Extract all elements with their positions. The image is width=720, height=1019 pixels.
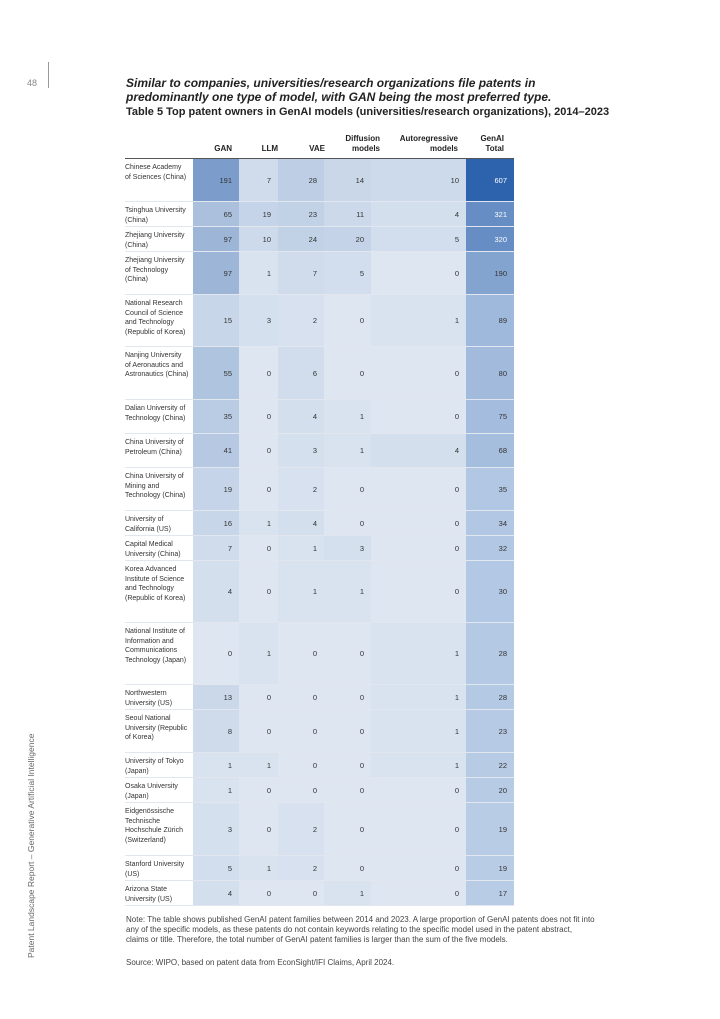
cell-gan: 5 — [193, 856, 239, 880]
cell-genai-total: 89 — [466, 295, 514, 346]
cell-vae: 0 — [278, 753, 324, 777]
institution-name: Chinese Academy of Sciences (China) — [125, 164, 187, 181]
cell-gan: 1 — [193, 753, 239, 777]
cell-vae: 2 — [278, 295, 324, 346]
cell-autoregressive: 10 — [371, 159, 466, 201]
cell-autoregressive: 1 — [371, 753, 466, 777]
cell-vae: 1 — [278, 561, 324, 622]
header-vae: VAE — [309, 144, 325, 153]
cell-vae: 23 — [278, 202, 324, 226]
cell-genai-total: 23 — [466, 710, 514, 752]
cell-autoregressive: 1 — [371, 295, 466, 346]
cell-genai-total: 34 — [466, 511, 514, 535]
cell-gan: 7 — [193, 536, 239, 560]
cell-llm: 1 — [239, 252, 278, 294]
table-row — [125, 434, 514, 468]
cell-autoregressive: 0 — [371, 803, 466, 855]
table-row — [125, 400, 514, 434]
cell-llm: 0 — [239, 434, 278, 467]
institution-name: Zhejiang University of Technology (China) — [125, 257, 185, 284]
cell-vae: 28 — [278, 159, 324, 201]
cell-autoregressive: 0 — [371, 468, 466, 510]
cell-gan: 97 — [193, 252, 239, 294]
cell-autoregressive: 0 — [371, 252, 466, 294]
cell-autoregressive: 0 — [371, 536, 466, 560]
table-row — [125, 561, 514, 623]
table-row — [125, 623, 514, 685]
table-row — [125, 347, 514, 400]
table-row — [125, 227, 514, 252]
table-row — [125, 468, 514, 511]
cell-gan: 1 — [193, 778, 239, 802]
cell-gan: 97 — [193, 227, 239, 251]
institution-name: Eidgenössische Technische Hochschule Zürich (Switzerland) — [125, 808, 183, 844]
cell-genai-total: 22 — [466, 753, 514, 777]
cell-diffusion: 20 — [324, 227, 371, 251]
cell-llm: 0 — [239, 778, 278, 802]
table-note: Note: The table shows published GenAI patent families between 2014 and 2023. A large proportion of GenAI patents does not fit into any of the specific models, as these patents do not contain keywords relating to the specific model used in the patent abstract, claims or title. Therefore, the total number of GenAI patent families is larger than the sum of the five models. — [126, 915, 595, 944]
cell-gan: 13 — [193, 685, 239, 709]
table-row — [125, 202, 514, 227]
cell-vae: 24 — [278, 227, 324, 251]
table-title: Table 5 Top patent owners in GenAI models (universities/research organizations), 2014–2023 — [126, 106, 610, 118]
institution-name: Korea Advanced Institute of Science and Technology (Republic of Korea) — [125, 566, 186, 602]
institution-name: Northwestern University (US) — [125, 690, 173, 707]
header-diffusion: Diffusion models — [345, 134, 380, 153]
cell-autoregressive: 0 — [371, 347, 466, 399]
institution-name: Stanford University (US) — [125, 861, 185, 878]
header-llm: LLM — [261, 144, 278, 153]
institution-name: China University of Petroleum (China) — [125, 439, 184, 456]
cell-gan: 3 — [193, 803, 239, 855]
cell-vae: 4 — [278, 400, 324, 433]
table-row — [125, 803, 514, 856]
table-row — [125, 295, 514, 347]
cell-llm: 3 — [239, 295, 278, 346]
cell-diffusion: 1 — [324, 400, 371, 433]
page-divider — [48, 62, 49, 88]
cell-llm: 0 — [239, 710, 278, 752]
headline: Similar to companies, universities/research organizations file patents in predominantly one type of model, with GAN being the most preferred type. — [126, 76, 552, 104]
table-row — [125, 685, 514, 710]
cell-genai-total: 20 — [466, 778, 514, 802]
institution-name: Zhejiang University (China) — [125, 232, 185, 249]
cell-gan: 191 — [193, 159, 239, 201]
cell-llm: 1 — [239, 753, 278, 777]
table-body — [125, 159, 514, 906]
header-gan: GAN — [214, 144, 232, 153]
cell-vae: 2 — [278, 468, 324, 510]
cell-llm: 1 — [239, 623, 278, 684]
cell-genai-total: 75 — [466, 400, 514, 433]
cell-diffusion: 1 — [324, 881, 371, 905]
cell-llm: 0 — [239, 468, 278, 510]
institution-name: Tsinghua University (China) — [125, 207, 186, 224]
cell-genai-total: 19 — [466, 856, 514, 880]
cell-diffusion: 0 — [324, 856, 371, 880]
cell-llm: 10 — [239, 227, 278, 251]
cell-diffusion: 0 — [324, 468, 371, 510]
table-source: Source: WIPO, based on patent data from EconSight/IFI Claims, April 2024. — [126, 958, 395, 967]
institution-name: Nanjing University of Aeronautics and Astronautics (China) — [125, 352, 189, 379]
institution-name: China University of Mining and Technology (China) — [125, 473, 186, 500]
table-row — [125, 511, 514, 536]
institution-name: University of California (US) — [125, 516, 171, 533]
cell-autoregressive: 0 — [371, 561, 466, 622]
report-side-label: Patent Landscape Report – Generative Artificial Intelligence — [26, 733, 36, 958]
cell-diffusion: 3 — [324, 536, 371, 560]
header-genai-total: GenAI Total — [480, 134, 504, 153]
cell-diffusion: 0 — [324, 685, 371, 709]
table-row — [125, 710, 514, 753]
cell-genai-total: 17 — [466, 881, 514, 905]
cell-genai-total: 35 — [466, 468, 514, 510]
cell-autoregressive: 1 — [371, 710, 466, 752]
cell-llm: 0 — [239, 803, 278, 855]
institution-name: Osaka University (Japan) — [125, 783, 178, 800]
table-row — [125, 252, 514, 295]
cell-gan: 8 — [193, 710, 239, 752]
cell-llm: 0 — [239, 347, 278, 399]
cell-gan: 16 — [193, 511, 239, 535]
cell-gan: 19 — [193, 468, 239, 510]
cell-gan: 0 — [193, 623, 239, 684]
institution-name: Arizona State University (US) — [125, 886, 173, 903]
cell-llm: 0 — [239, 881, 278, 905]
cell-diffusion: 14 — [324, 159, 371, 201]
cell-vae: 4 — [278, 511, 324, 535]
cell-vae: 3 — [278, 434, 324, 467]
cell-autoregressive: 0 — [371, 400, 466, 433]
table-row — [125, 856, 514, 881]
cell-llm: 0 — [239, 685, 278, 709]
table-row — [125, 536, 514, 561]
cell-vae: 2 — [278, 803, 324, 855]
cell-genai-total: 28 — [466, 685, 514, 709]
cell-autoregressive: 0 — [371, 856, 466, 880]
cell-diffusion: 11 — [324, 202, 371, 226]
cell-vae: 0 — [278, 623, 324, 684]
table-row — [125, 778, 514, 803]
cell-gan: 35 — [193, 400, 239, 433]
institution-name: National Institute of Information and Communications Technology (Japan) — [125, 628, 187, 664]
institution-name: Seoul National University (Republic of Korea) — [125, 715, 188, 742]
cell-autoregressive: 4 — [371, 434, 466, 467]
cell-vae: 6 — [278, 347, 324, 399]
cell-gan: 15 — [193, 295, 239, 346]
institution-name: University of Tokyo (Japan) — [125, 758, 184, 775]
cell-gan: 4 — [193, 881, 239, 905]
cell-diffusion: 0 — [324, 623, 371, 684]
cell-diffusion: 0 — [324, 753, 371, 777]
cell-autoregressive: 1 — [371, 685, 466, 709]
table-header — [125, 130, 514, 159]
cell-autoregressive: 0 — [371, 881, 466, 905]
cell-diffusion: 0 — [324, 710, 371, 752]
cell-autoregressive: 1 — [371, 623, 466, 684]
cell-vae: 2 — [278, 856, 324, 880]
cell-genai-total: 68 — [466, 434, 514, 467]
cell-genai-total: 320 — [466, 227, 514, 251]
institution-name: Capital Medical University (China) — [125, 541, 181, 558]
cell-llm: 0 — [239, 536, 278, 560]
cell-genai-total: 321 — [466, 202, 514, 226]
cell-vae: 1 — [278, 536, 324, 560]
cell-autoregressive: 0 — [371, 511, 466, 535]
cell-autoregressive: 0 — [371, 778, 466, 802]
cell-diffusion: 0 — [324, 511, 371, 535]
cell-gan: 65 — [193, 202, 239, 226]
institution-name: National Research Council of Science and Technology (Republic of Korea) — [125, 300, 186, 336]
table-row — [125, 159, 514, 202]
cell-gan: 4 — [193, 561, 239, 622]
cell-diffusion: 0 — [324, 295, 371, 346]
cell-vae: 7 — [278, 252, 324, 294]
cell-vae: 0 — [278, 778, 324, 802]
cell-genai-total: 32 — [466, 536, 514, 560]
header-autoregressive: Autoregressive models — [399, 134, 458, 153]
cell-diffusion: 1 — [324, 434, 371, 467]
cell-diffusion: 0 — [324, 347, 371, 399]
cell-llm: 1 — [239, 511, 278, 535]
cell-genai-total: 190 — [466, 252, 514, 294]
cell-llm: 19 — [239, 202, 278, 226]
institution-name: Dalian University of Technology (China) — [125, 405, 186, 422]
cell-genai-total: 607 — [466, 159, 514, 201]
cell-vae: 0 — [278, 685, 324, 709]
cell-autoregressive: 4 — [371, 202, 466, 226]
cell-gan: 41 — [193, 434, 239, 467]
table-row — [125, 753, 514, 778]
page-number: 48 — [27, 78, 38, 88]
cell-diffusion: 5 — [324, 252, 371, 294]
cell-vae: 0 — [278, 710, 324, 752]
cell-vae: 0 — [278, 881, 324, 905]
cell-llm: 1 — [239, 856, 278, 880]
cell-diffusion: 0 — [324, 778, 371, 802]
table-row — [125, 881, 514, 906]
cell-diffusion: 0 — [324, 803, 371, 855]
cell-genai-total: 30 — [466, 561, 514, 622]
cell-genai-total: 28 — [466, 623, 514, 684]
cell-llm: 7 — [239, 159, 278, 201]
cell-genai-total: 19 — [466, 803, 514, 855]
patent-owners-table — [125, 130, 514, 906]
cell-llm: 0 — [239, 561, 278, 622]
cell-llm: 0 — [239, 400, 278, 433]
cell-gan: 55 — [193, 347, 239, 399]
cell-genai-total: 80 — [466, 347, 514, 399]
cell-autoregressive: 5 — [371, 227, 466, 251]
cell-diffusion: 1 — [324, 561, 371, 622]
